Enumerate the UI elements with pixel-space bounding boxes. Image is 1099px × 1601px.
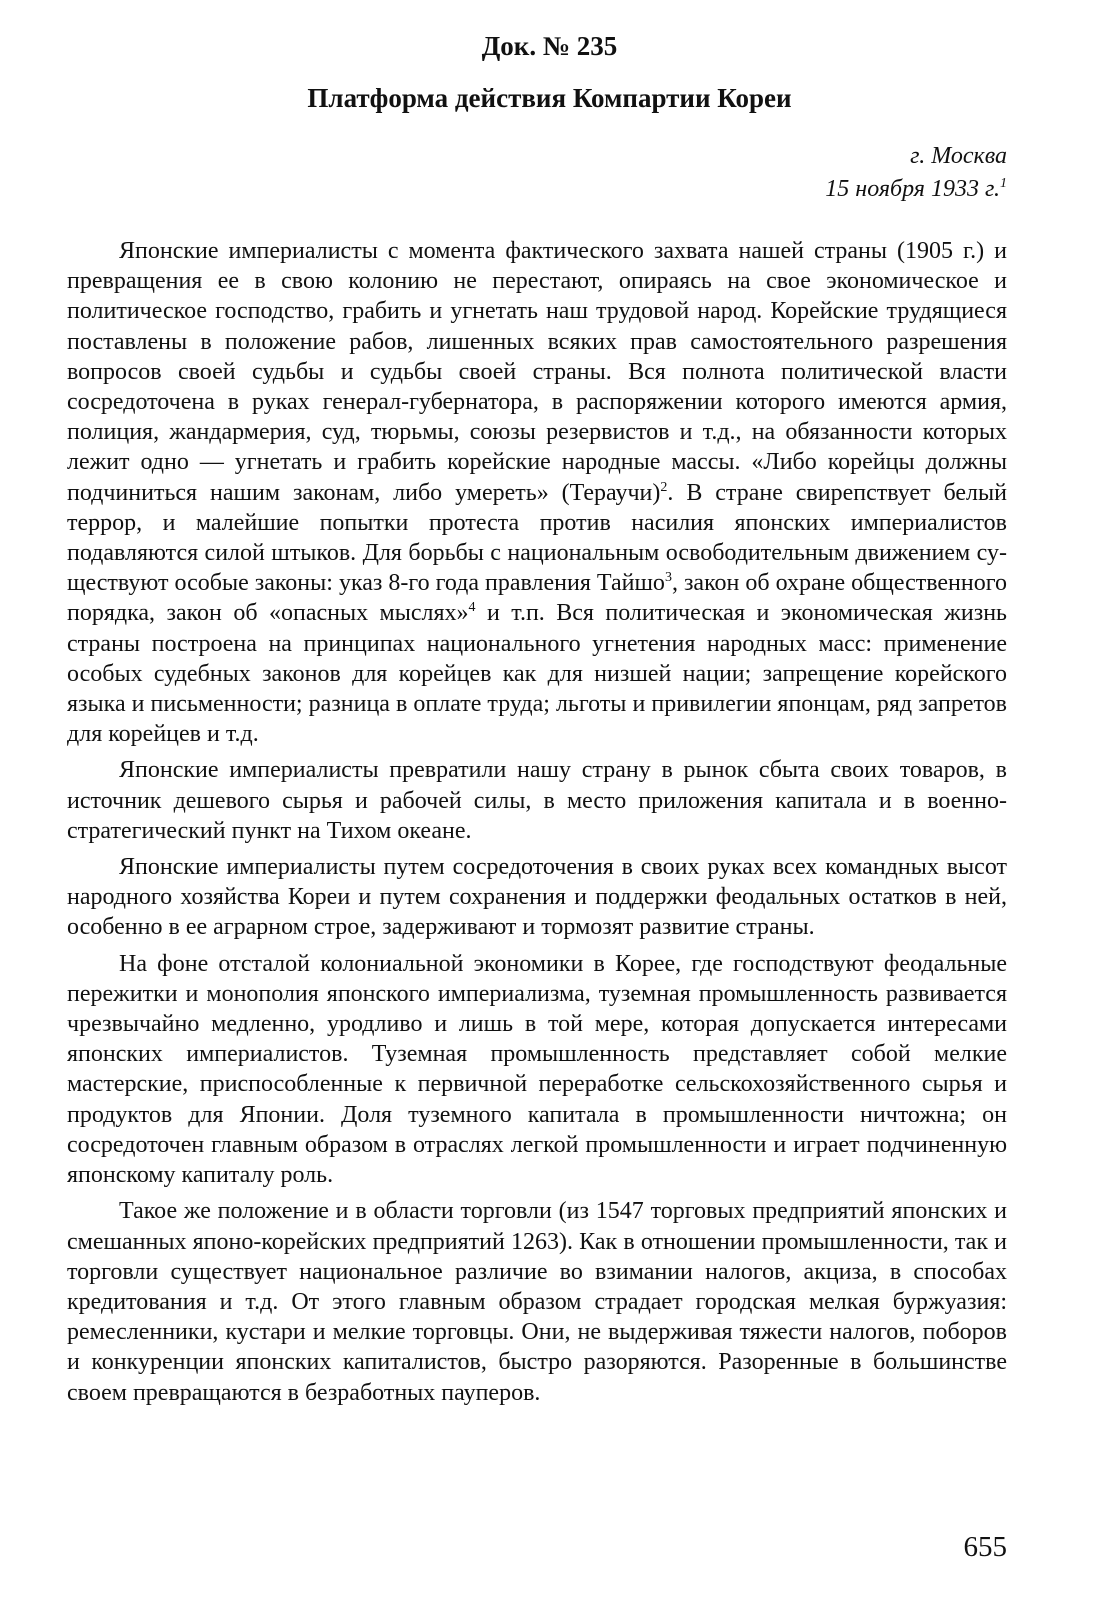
paragraph-1-part-2: . В стране свирепствует белый террор, и малейшие попытки протеста против насилия японских империалистов подавляются силой штыков. Для борьбы с национальным освободительным движением существуют особые законы: указ 8-го года правления Тайшо [67, 479, 1007, 597]
document-title: Платформа действия Компартии Кореи [307, 83, 792, 113]
paragraph-5: Такое же положение и в области торговли (из 1547 торговых предприятий японских и смешанных японо-корейских предприятий 1263). Как в отношении промышленности, так и торговли существует национальное различие во взимании налогов, акциза, в способах кредитования и т.д. От этого главным образом страдает городская мелкая буржуазия: ремесленники, кустари и мелкие торговцы. Они, не выдерживая тяжести налогов, поборов и конкуренции японских капиталистов, быстро разоряются. Разоренные в большинстве своем превращаются в безработных пауперов. [67, 1198, 1007, 1406]
place: г. Москва [910, 143, 1007, 169]
footnote-ref-2: 2 [660, 479, 668, 495]
paragraph-4: На фоне отсталой колониальной экономики в Корее, где господствуют феодальные пережитки и монополия японского империализма, туземная промышленность развивается чрезвычайно медленно, уродливо и лишь в той мере, которая допускается интересами японских империалистов. Туземная промышленность представляет собой мелкие мастерские, приспособленные к первичной переработке сельскохозяйственного сырья и продуктов для Японии. Доля туземного капитала в промышленности ничтожна; он сосредоточен главным образом в отраслях легкой промышленности и играет подчиненную японскому капиталу роль. [67, 950, 1007, 1189]
footnote-ref-1: 1 [1000, 176, 1007, 191]
date-line [825, 173, 1007, 206]
document-body [67, 236, 1007, 1414]
paragraph-2: Японские империалисты превратили нашу страну в рынок сбыта своих товаров, в источник дешевого сырья и рабочей силы, в место приложения капитала и в военно-стратегический пункт на Тихом океане. [67, 757, 1007, 844]
page-number: 655 [963, 1531, 1007, 1563]
footnote-ref-4: 4 [468, 600, 476, 616]
paragraph-1 [67, 236, 1007, 749]
footnote-ref-3: 3 [664, 570, 672, 586]
date: 15 ноября 1933 г. [825, 176, 1000, 202]
paragraph-1-part-1: Японские империалисты с момента фактического захвата нашей страны (1905 г.) и превращения ее в свою колонию не перестают, опираясь на свое экономическое и политическое господство, грабить и угнетать наш трудовой народ. Корейские трудящиеся поставлены в положение рабов, лишенных всяких прав самостоятельного разрешения вопросов своей судьбы и судьбы своей страны. Вся полнота политической власти сосредоточена в руках генерал-губернатора, в распоряжении которого имеются армия, полиция, жандармерия, суд, тюрьмы, союзы резервистов и т.д., на обязанности которых лежит одно — угнетать и грабить корейские народные массы. «Либо корейцы должны подчиниться нашим законам, либо умереть» (Тераучи) [67, 238, 1007, 506]
paragraph-1-part-4: и т.п. Вся политическая и экономическая жизнь страны построена на принципах национального угнетения народных масс: применение особых судебных законов для корейцев как для низшей нации; запрещение корейского языка и письменности; разница в оплате труда; льготы и привилегии японцам, ряд запретов для корейцев и т.д. [67, 600, 1007, 748]
place-date-block [825, 140, 1007, 206]
paragraph-1-part-3: , закон об охране общественного порядка, закон об «опасных мыслях» [67, 570, 1007, 627]
paragraph-3: Японские империалисты путем сосредоточения в своих руках всех командных высот народного хозяйства Кореи и путем сохранения и поддержки феодальных остатков в ней, особенно в ее аграрном строе, задерживают и тормозят развитие страны. [67, 854, 1007, 941]
document-number: Док. № 235 [481, 31, 618, 61]
